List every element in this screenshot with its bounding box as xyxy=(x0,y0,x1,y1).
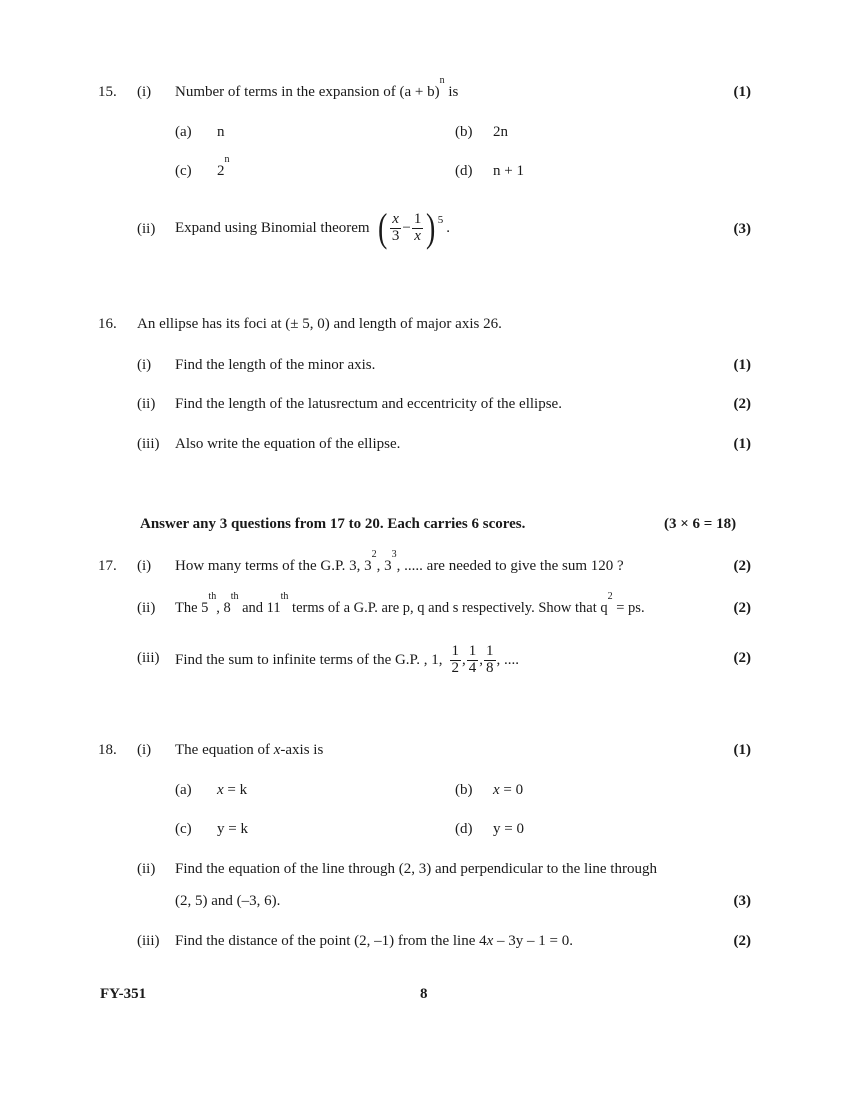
score: (3) xyxy=(733,893,751,909)
question-text: Also write the equation of the ellipse. xyxy=(175,436,401,452)
option-label: (d) xyxy=(455,821,473,837)
option-value: y = 0 xyxy=(493,821,524,837)
exponent: 5 xyxy=(437,214,444,226)
section-marks: (3 × 6 = 18) xyxy=(664,516,737,532)
sub-question-label: (i) xyxy=(137,742,152,758)
sub-question-label: (ii) xyxy=(137,600,156,616)
question-number: 18. xyxy=(98,742,117,758)
fraction: $\frac{1}{x}$ xyxy=(413,210,422,244)
option-value: 2$^n$ xyxy=(217,154,230,179)
question-text: How many terms of the G.P. 3, $3^2$, $3^3$, ..... are needed to give the sum 120 ? xyxy=(175,549,624,574)
sub-question-label: (ii) xyxy=(137,396,156,412)
option-label: (c) xyxy=(175,163,192,179)
question-text: Find the sum to infinite terms of the G.P. , 1, $\frac{1}{2}$ , $\frac{1}{4}$ , $\frac{1}{8}$ , .... xyxy=(175,642,519,676)
question-text: Find the length of the latusrectum and eccentricity of the ellipse. xyxy=(175,396,562,412)
score: (2) xyxy=(733,600,751,616)
fraction: $\frac{x}{3}$ xyxy=(391,210,400,244)
question-text: Expand using Binomial theorem ( $\frac{x}{3}$ − $\frac{1}{x}$ ) 5 . xyxy=(175,205,450,250)
sub-question-label: (i) xyxy=(137,357,152,373)
question-text: (2, 5) and (–3, 6). xyxy=(175,893,281,909)
sub-question-label: (iii) xyxy=(137,650,160,666)
question-text: Find the equation of the line through (2, 3) and perpendicular to the line through xyxy=(175,861,657,877)
score: (3) xyxy=(733,221,751,237)
sub-question-label: (ii) xyxy=(137,861,156,877)
section-instruction: Answer any 3 questions from 17 to 20. Each carries 6 scores. xyxy=(140,516,526,532)
sub-question-label: (i) xyxy=(137,84,152,100)
score: (2) xyxy=(733,558,751,574)
fraction: $\frac{1}{2}$ xyxy=(451,642,459,676)
score: (1) xyxy=(733,436,751,452)
option-label: (b) xyxy=(455,782,473,798)
sub-question-label: (iii) xyxy=(137,436,160,452)
option-value: n + 1 xyxy=(493,163,524,179)
question-number: 16. xyxy=(98,316,117,332)
score: (1) xyxy=(733,84,751,100)
question-text: Number of terms in the expansion of $(a + b)^n$ is xyxy=(175,75,459,100)
option-value: 2n xyxy=(493,124,508,140)
option-label: (a) xyxy=(175,782,192,798)
sub-question-label: (iii) xyxy=(137,933,160,949)
option-label: (b) xyxy=(455,124,473,140)
paper-code: FY-351 xyxy=(100,986,147,1002)
option-value: x = 0 xyxy=(493,782,524,798)
score: (2) xyxy=(733,396,751,412)
option-label: (a) xyxy=(175,124,192,140)
question-text: The equation of x-axis is xyxy=(175,742,324,758)
option-value: x = k xyxy=(217,782,248,798)
question-number: 15. xyxy=(98,84,117,100)
sub-question-label: (i) xyxy=(137,558,152,574)
option-label: (c) xyxy=(175,821,192,837)
option-value: y = k xyxy=(217,821,248,837)
question-text: The 5th, 8th and 11th terms of a G.P. are p, q and s respectively. Show that $q^2$ = ps. xyxy=(175,591,645,616)
question-text: Find the distance of the point (2, –1) from the line 4x – 3y – 1 = 0. xyxy=(175,933,573,949)
option-label: (d) xyxy=(455,163,473,179)
fraction: $\frac{1}{8}$ xyxy=(486,642,494,676)
score: (1) xyxy=(733,742,751,758)
question-text: An ellipse has its foci at (± 5, 0) and length of major axis 26. xyxy=(137,316,502,332)
score: (1) xyxy=(733,357,751,373)
binomial-expression: ( $\frac{x}{3}$ − $\frac{1}{x}$ ) 5 . xyxy=(377,205,450,250)
score: (2) xyxy=(733,933,751,949)
fraction: $\frac{1}{4}$ xyxy=(468,642,477,676)
gp-series: $\frac{1}{2}$ , $\frac{1}{4}$ , $\frac{1}{8}$ , .... xyxy=(451,642,519,676)
sub-question-label: (ii) xyxy=(137,221,156,237)
page-number: 8 xyxy=(420,986,428,1002)
question-text: Find the length of the minor axis. xyxy=(175,357,376,373)
question-number: 17. xyxy=(98,558,117,574)
option-value: n xyxy=(217,124,225,140)
score: (2) xyxy=(733,650,751,666)
